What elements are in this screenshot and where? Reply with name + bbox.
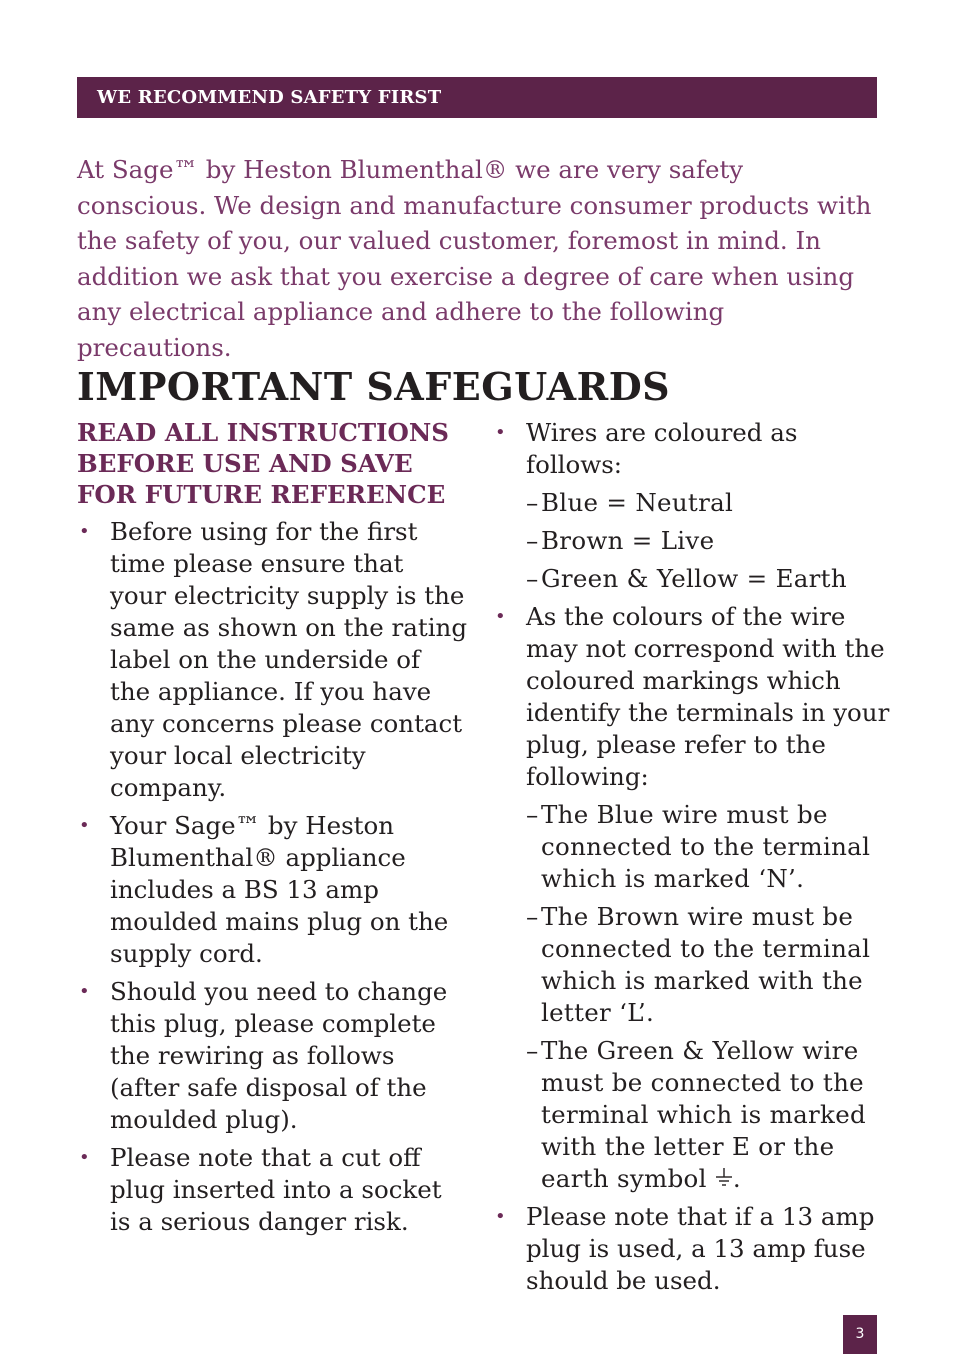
list-item-text: Should you need to change this plug, please complete the rewiring as follows (after safe disposal of the moulded plug). [110, 977, 448, 1134]
list-item [77, 516, 467, 804]
terminal-item [493, 901, 893, 1029]
list-item-text: Please note that a cut off plug inserted into a socket is a serious danger risk. [110, 1143, 442, 1236]
right-safeguards-list [493, 417, 893, 1303]
page-number: 3 [843, 1315, 877, 1354]
bullet-icon: • [79, 1147, 90, 1168]
terminal-text-end: . [732, 1164, 741, 1193]
list-item [493, 1201, 893, 1297]
intro-paragraph: At Sage™ by Heston Blumenthal® we are very safety conscious. We design and manufacture consumer products with the safety of you, our valued customer, foremost in mind. In addition we ask that you exercise a degree of care when using any electrical appliance and adhere to the following precautions. [77, 155, 872, 362]
terminal-item [493, 799, 893, 895]
list-item-text: Your Sage™ by Heston Blumenthal® appliance includes a BS 13 amp moulded mains plug on the supply cord. [110, 811, 449, 968]
list-item-text: Wires are coloured as follows: [526, 418, 798, 479]
list-item-text: Please note that if a 13 amp plug is used, a 13 amp fuse should be used. [526, 1202, 875, 1295]
wire-colour-text: Blue = Neutral [541, 488, 734, 517]
list-item [493, 417, 893, 481]
wire-colour-text: Brown = Live [541, 526, 715, 555]
terminal-text: The Brown wire must be connected to the terminal which is marked with the letter ‘L’. [541, 902, 871, 1027]
dash-icon: – [526, 488, 539, 517]
terminal-item [493, 1035, 893, 1195]
terminal-text: The Blue wire must be connected to the terminal which is marked ‘N’. [541, 800, 871, 893]
list-item-text: Before using for the first time please ensure that your electricity supply is the same as shown on the rating label on the underside of the appliance. If you have any concerns please contact your local electricity company. [110, 517, 467, 802]
list-item [77, 1142, 467, 1238]
bullet-icon: • [495, 1206, 506, 1227]
dash-icon: – [526, 902, 539, 931]
earth-ground-icon [715, 1167, 733, 1189]
list-item-text: As the colours of the wire may not correspond with the coloured markings which identify the terminals in your plug, please refer to the following: [526, 602, 890, 791]
dash-icon: – [526, 526, 539, 555]
bullet-icon: • [79, 981, 90, 1002]
list-item [77, 810, 467, 970]
wire-colour-item [493, 487, 893, 519]
wire-colour-item [493, 563, 893, 595]
dash-icon: – [526, 1036, 539, 1065]
left-safeguards-list [77, 516, 467, 1244]
wire-colour-item [493, 525, 893, 557]
instructions-subheading: READ ALL INSTRUCTIONS BEFORE USE AND SAVE FOR FUTURE REFERENCE [77, 418, 449, 509]
bullet-icon: • [495, 422, 506, 443]
list-item [493, 601, 893, 793]
section-banner: WE RECOMMEND SAFETY FIRST [77, 77, 877, 118]
list-item [77, 976, 467, 1136]
dash-icon: – [526, 564, 539, 593]
page-title: IMPORTANT SAFEGUARDS [77, 364, 671, 409]
terminal-text: The Green & Yellow wire must be connected to the terminal which is marked with the letter E or the earth symbol [541, 1036, 866, 1193]
dash-icon: – [526, 800, 539, 829]
bullet-icon: • [79, 521, 90, 542]
wire-colour-text: Green & Yellow = Earth [541, 564, 847, 593]
bullet-icon: • [495, 606, 506, 627]
bullet-icon: • [79, 815, 90, 836]
